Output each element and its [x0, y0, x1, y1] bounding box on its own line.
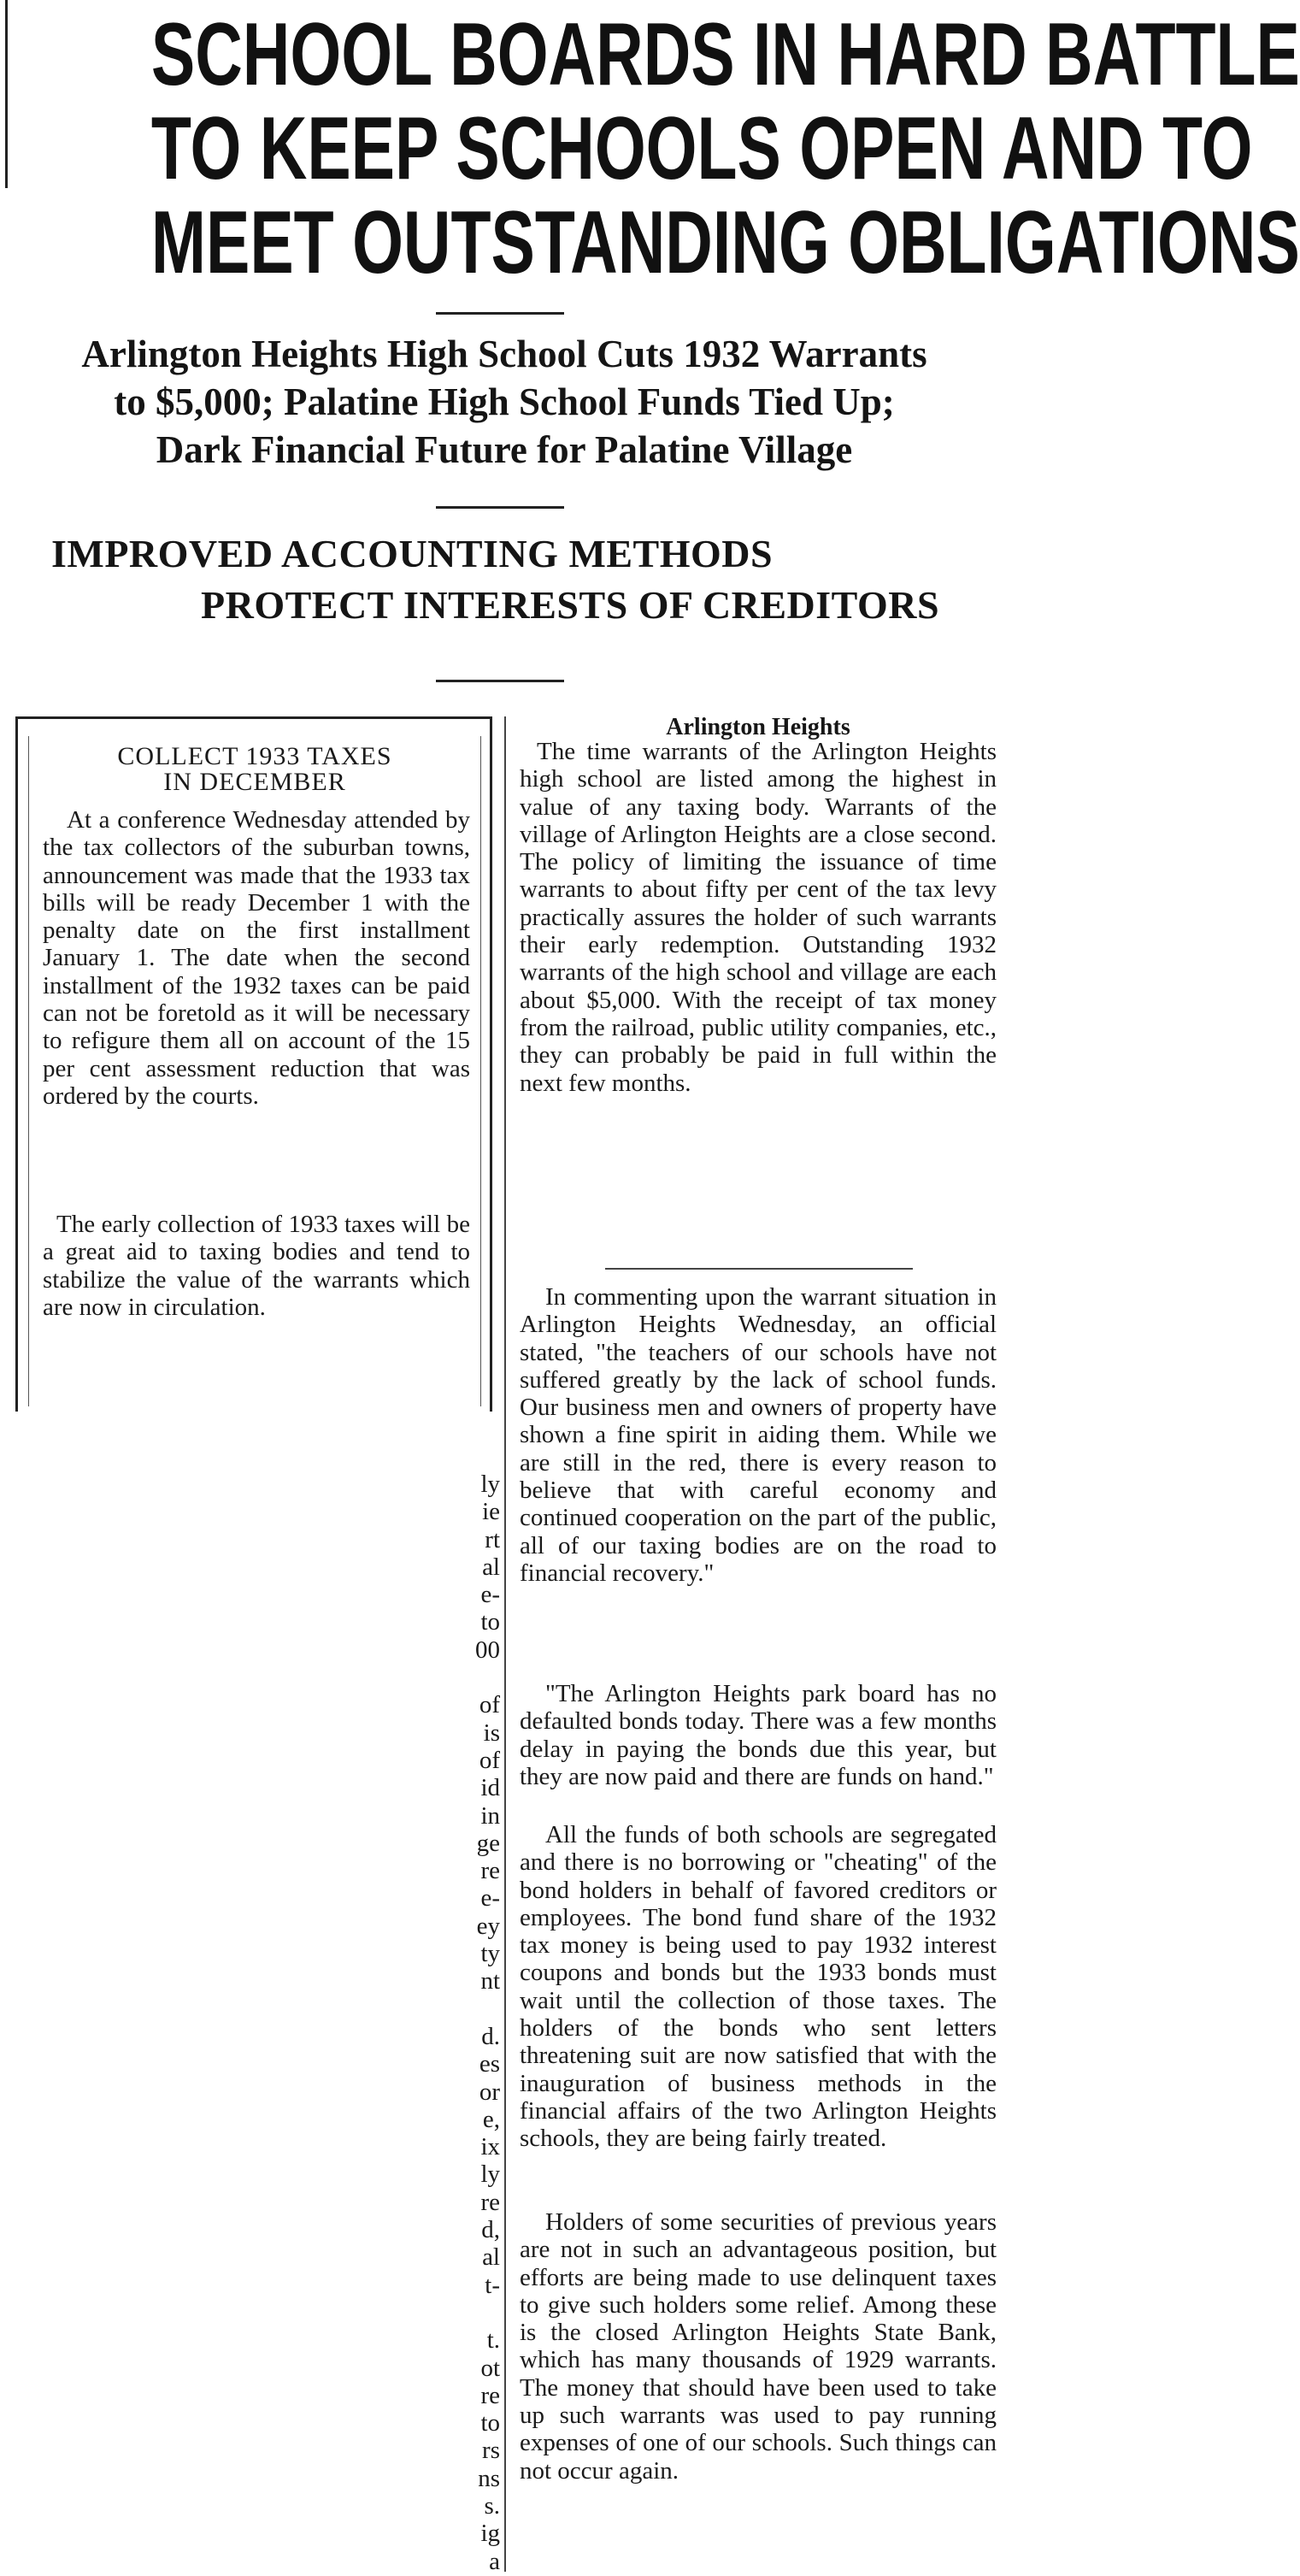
column-fragment: of	[479, 1691, 500, 1719]
column-fragment: to	[480, 2409, 500, 2437]
sidebar-box-inner	[28, 736, 481, 1406]
column-fragment: s.	[484, 2491, 500, 2520]
column-fragment: d.	[481, 2022, 500, 2050]
column-fragment: e-	[480, 1884, 500, 1913]
deck-line-1: Arlington Heights High School Cuts 1932 Warrants	[81, 333, 927, 375]
column-fragment: ig	[480, 2520, 500, 2548]
column-fragment: ly	[480, 1471, 500, 1498]
column-fragment: al	[482, 1553, 500, 1581]
column-divider	[504, 716, 506, 2572]
column-fragment: ey	[476, 1912, 500, 1940]
column-fragment: d,	[481, 2216, 500, 2244]
column-fragment	[466, 1995, 500, 2023]
column-fragment: ix	[480, 2133, 500, 2161]
column-fragment: re	[480, 2381, 500, 2409]
deck-line-3: Dark Financial Future for Palatine Village	[156, 428, 853, 471]
secondary-deck	[17, 528, 991, 640]
article-paragraph-2: In commenting upon the warrant situation in Arlington Heights Wednesday, an official stated, "the teachers of our schools have not suffered greatly by the lack of school funds. Our business men and owners of property have shown a fine spirit in aiding them. While we are still in the red, there is every reason to believe that with careful economy and continued cooperation on the part of the public, all of our taxing bodies are on the road to financial recovery."	[520, 1283, 997, 1587]
column-fragment	[466, 2299, 500, 2326]
headline-line-1: SCHOOL BOARDS IN HARD BATTLE	[150, 5, 1300, 104]
column-fragment: ot	[480, 2354, 500, 2382]
column-fragment: ty	[480, 1940, 500, 1968]
sidebar-box	[15, 716, 492, 1412]
divider-rule	[436, 506, 564, 509]
column-fragment: al	[482, 2243, 500, 2272]
article-paragraph-4: All the funds of both schools are segregated and there is no borrowing or "cheating" of the bond holders in behalf of favored creditors or employees. The bond fund share of the 1932 tax money is being used to pay 1932 interest coupons and bonds but the 1933 bonds must wait until the collection of those taxes. The holders of the bonds who sent letters threatening suit are now satisfied that with the inauguration of business methods in the financial affairs of the two Arlington Heights schools, they are being fairly treated.	[520, 1821, 997, 2153]
column-fragment: 00	[475, 1636, 500, 1664]
column-fragment: of	[479, 1746, 500, 1774]
deck-line-2: to $5,000; Palatine High School Funds Tied Up;	[114, 380, 895, 423]
column-fragment: ge	[476, 1829, 500, 1857]
article-paragraph-3: "The Arlington Heights park board has no defaulted bonds today. There was a few months delay in paying the bonds due this year, but they are now paid and there are funds on hand."	[520, 1680, 997, 1790]
column-fragment: t.	[486, 2326, 500, 2355]
column-fragment: ie	[482, 1498, 500, 1526]
column-fragment: rt	[485, 1525, 500, 1553]
column-fragment: re	[480, 1857, 500, 1885]
column-fragment: a	[489, 2547, 500, 2575]
paragraph-separator	[605, 1268, 913, 1270]
column-fragment: e-	[480, 1581, 500, 1609]
column-fragment: e,	[482, 2105, 500, 2133]
headline-line-3: MEET OUTSTANDING OBLIGATIONS	[150, 193, 1300, 292]
divider-rule	[436, 680, 564, 682]
column-fragment: in	[480, 1801, 500, 1830]
secondary-deck-line-1: IMPROVED ACCOUNTING METHODS	[51, 532, 774, 575]
box-paragraph-2: The early collection of 1933 taxes will be a great aid to taxing bodies and tend to stabilize the value of the warrants which are now in circulation.	[43, 1211, 470, 1321]
article-paragraph-5: Holders of some securities of previous years are not in such an advantageous position, but efforts are being made to use delinquent taxes to give such holders some relief. Among these is the closed Arlington Heights State Bank, which has many thousands of 1929 warrants. The money that should have been used to take up such warrants was used to pay running expenses of one of our schools. Such things can not occur again.	[520, 2208, 997, 2485]
column-fragment: t-	[485, 2271, 500, 2299]
box-title-line-1: COLLECT 1933 TAXES	[117, 742, 392, 770]
headline-line-2: TO KEEP SCHOOLS OPEN AND TO	[150, 99, 1253, 198]
divider-rule	[436, 312, 564, 315]
column-fragment	[466, 1664, 500, 1691]
adjacent-column-fragments	[466, 1471, 500, 2575]
column-fragment: id	[480, 1774, 500, 1802]
column-fragment: ly	[480, 2160, 500, 2189]
column-fragment: rs	[482, 2437, 500, 2465]
article-paragraph-1: The time warrants of the Arlington Heights high school are listed among the highest in value of any taxing body. Warrants of the village of Arlington Heights are a close second. The policy of limiting the issuance of time warrants to about fifty per cent of the tax levy practically assures the holder of such warrants their early redemption. Outstanding 1932 warrants of the high school and village are each about $5,000. With the receipt of tax money from the railroad, public utility companies, etc., they can probably be paid in full within the next few months.	[520, 738, 997, 1097]
secondary-deck-line-2: PROTECT INTERESTS OF CREDITORS	[201, 583, 940, 627]
column-fragment: nt	[480, 1967, 500, 1995]
box-paragraph-1: At a conference Wednesday attended by the tax collectors of the suburban towns, announcement was made that the 1933 tax bills will be ready December 1 with the penalty date on the first installment January 1. The date when the second installment of the 1932 taxes can be paid can not be foretold as it will be necessary to refigure them all on account of the 15 per cent assessment reduction that was ordered by the courts.	[43, 806, 470, 1110]
column-fragment: to	[480, 1608, 500, 1636]
page-edge-rule	[5, 0, 8, 188]
column-fragment: is	[483, 1718, 500, 1747]
column-fragment: re	[480, 2188, 500, 2216]
box-title-line-2: IN DECEMBER	[163, 768, 346, 796]
column-fragment: es	[479, 2050, 500, 2078]
column-fragment: ns	[478, 2464, 500, 2492]
column-fragment: or	[479, 2078, 500, 2106]
section-subhead: Arlington Heights	[666, 714, 850, 740]
